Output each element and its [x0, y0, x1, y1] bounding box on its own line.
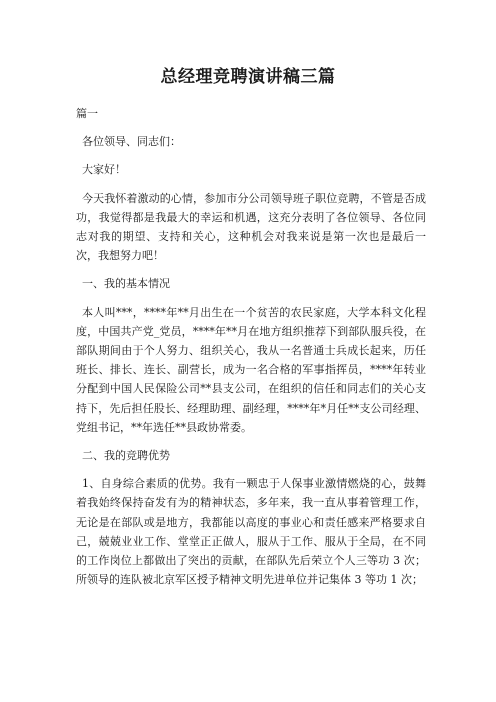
section-heading: 二、我的竞聘优势 [82, 449, 170, 463]
document-body [76, 104, 426, 589]
body-paragraph: 今天我怀着激动的心情，参加市分公司领导班子职位竞聘，不管是否成功，我觉得都是我最大的幸运和机遇，这充分表明了各位领导、各位同志对我的期望、支持和关心，这种机会对我来说是第一次也是最后一次，我想努力吧！ [76, 191, 426, 263]
greeting: 大家好！ [82, 163, 126, 177]
section-heading: 一、我的基本情况 [82, 277, 170, 291]
body-paragraph: 1、自身综合素质的优势。我有一颗忠于人保事业激情燃烧的心，鼓舞着我始终保持奋发有为的精神状态，多年来，我一直从事着管理工作，无论是在部队或是地方，我都能以高度的事业心和责任感来严格要求自己，兢兢业业工作、堂堂正正做人，服从于工作、服从于全局，在不同的工作岗位上都做出了突出的贡献，在部队先后荣立个人三等功 3 次；所领导的连队被北京军区授予精神文明先进单位并记集体 3 等功 1 次； [76, 477, 426, 587]
document-title: 总经理竞聘演讲稿三篇 [160, 67, 336, 87]
body-paragraph: 本人叫***，****年**月出生在一个贫苦的农民家庭，大学本科文化程度，中国共产党_党员，****年**月在地方组织推荐下到部队服兵役，在部队期间由于个人努力、组织关心，我从一名普通士兵成长起来，历任班长、排长、连长、副营长，成为一名合格的军事指挥员，****年转业分配到中国人民保险公司**县支公司，在组织的信任和同志们的关心支持下，先后担任股长、经理助理、副经理，****年*月任**支公司经理、党组书记，**年选任**县政协常委。 [76, 305, 426, 434]
salutation: 各位领导、同志们： [82, 135, 181, 149]
section-label: 篇一 [76, 107, 98, 120]
